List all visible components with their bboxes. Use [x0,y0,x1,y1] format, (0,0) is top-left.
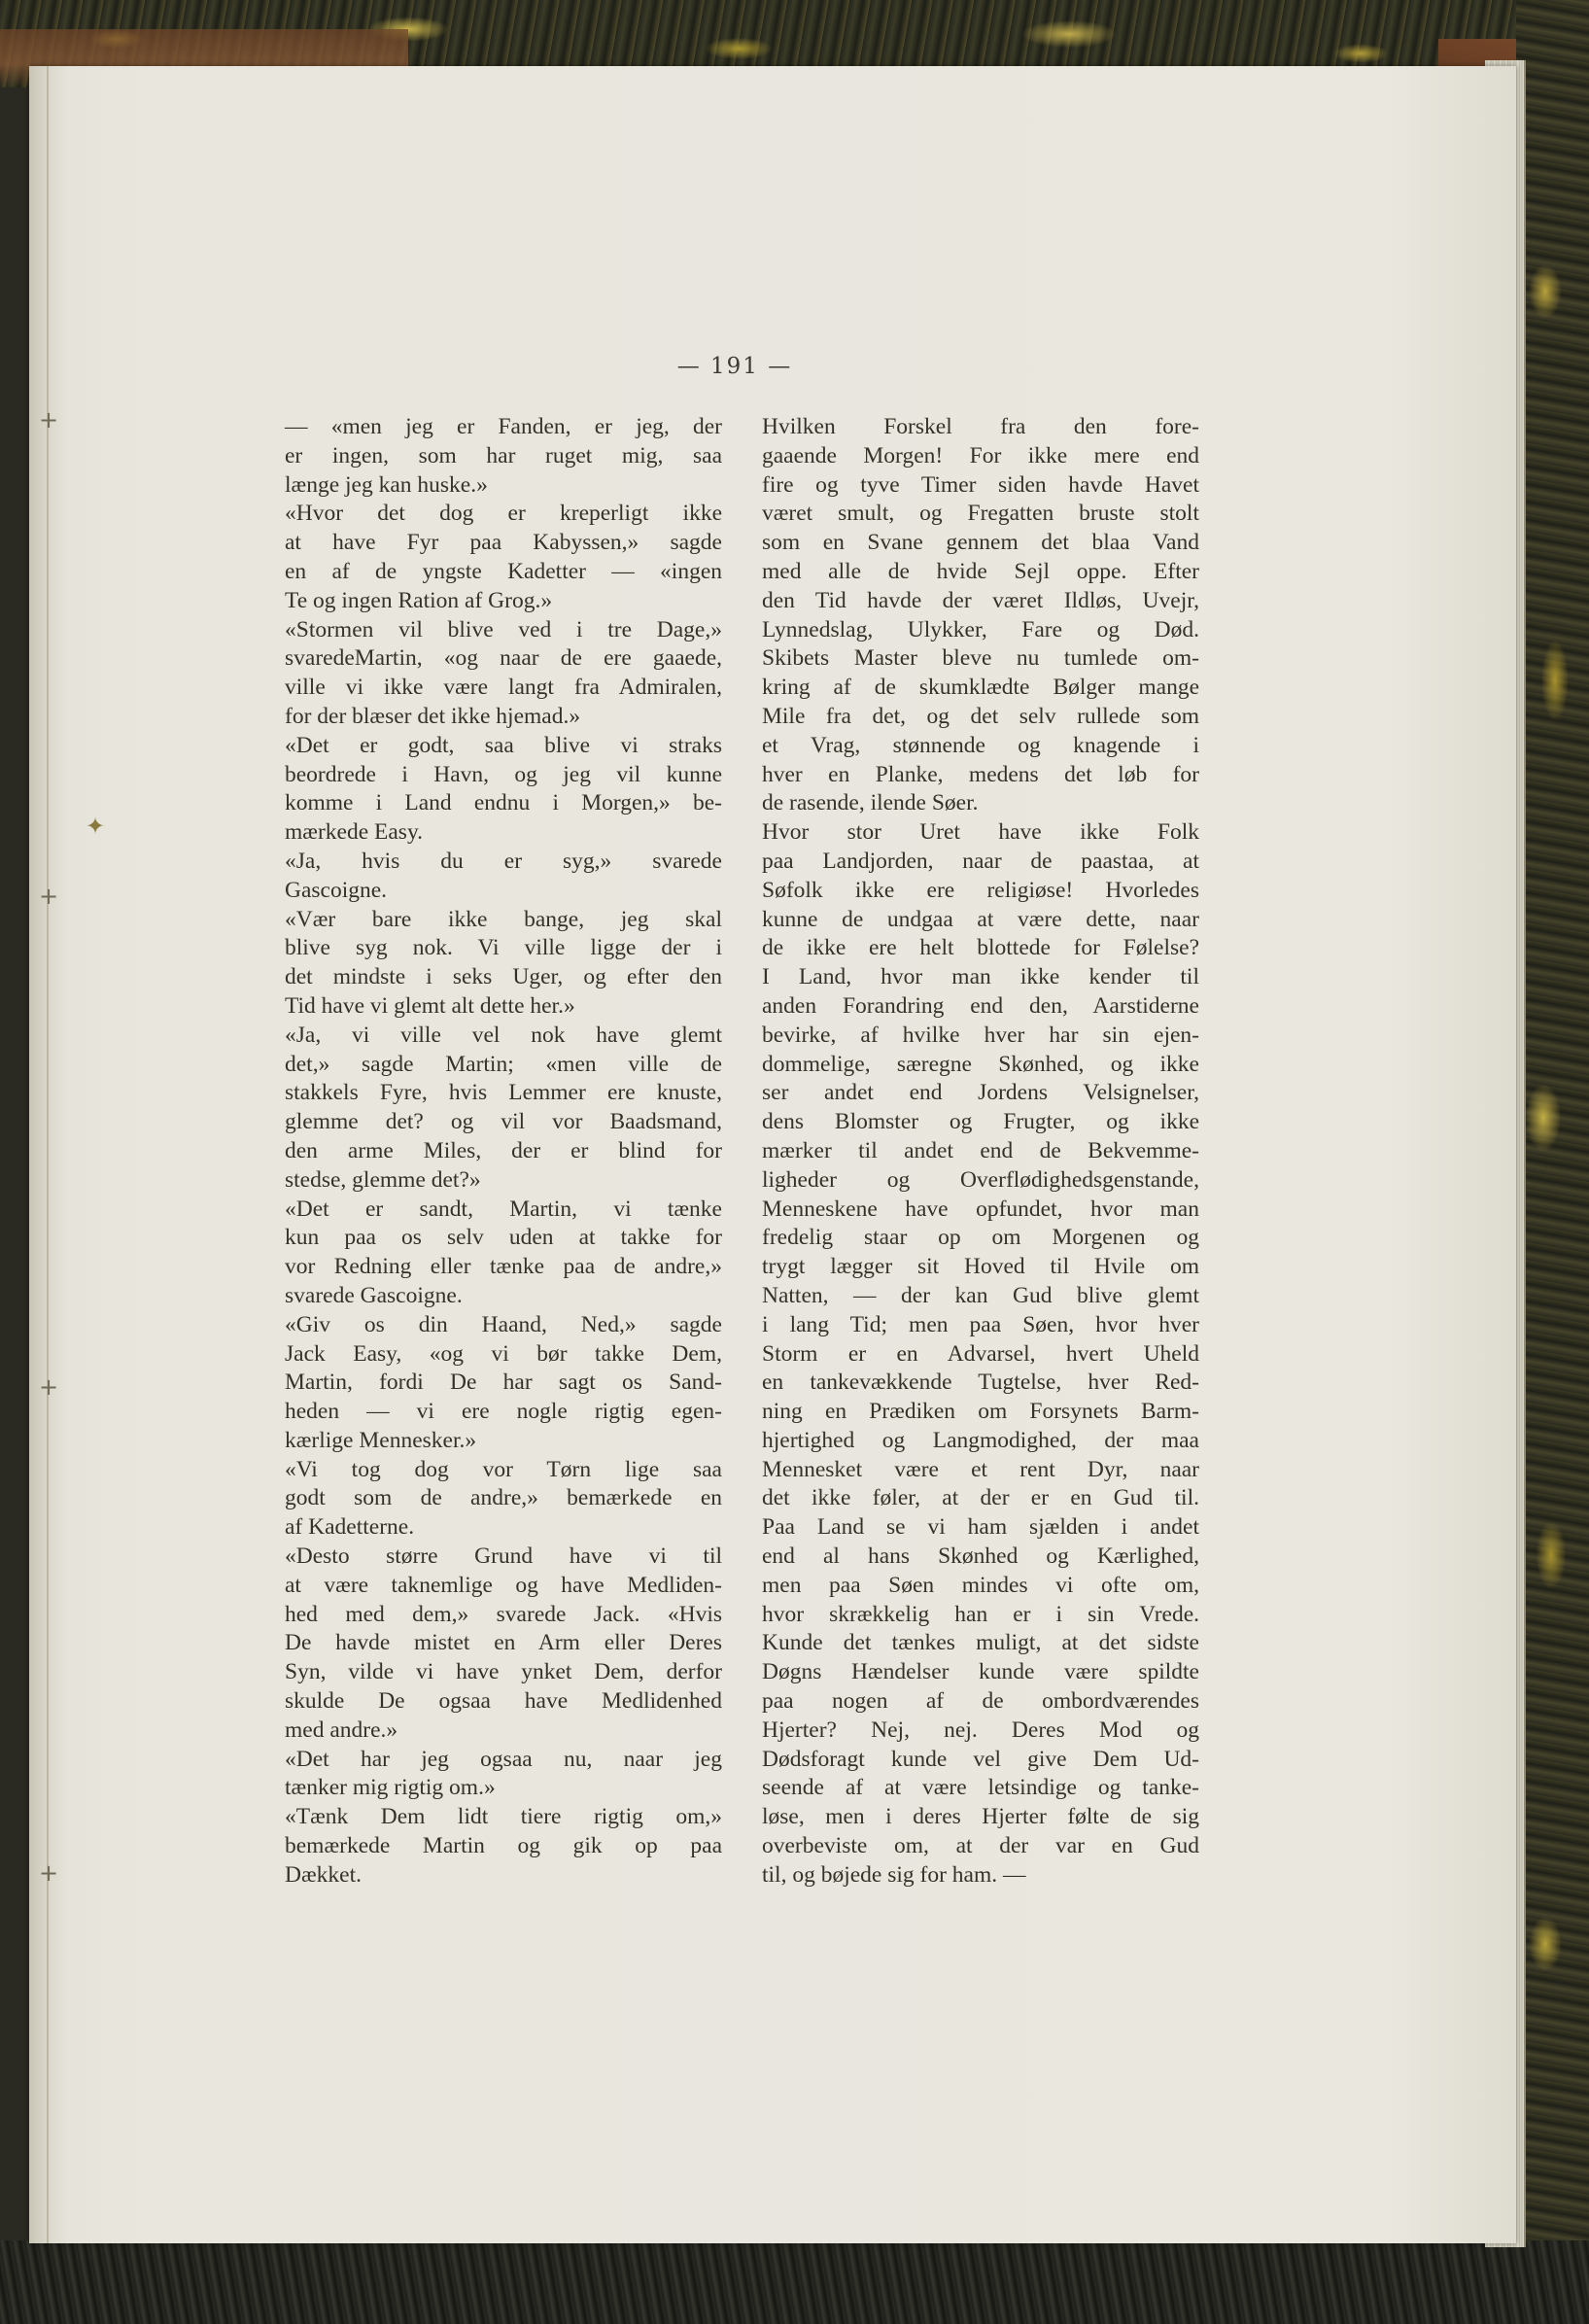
text-line: men paa Søen mindes vi ofte om, [762,1572,1199,1598]
text-line: svarede Gascoigne. [285,1282,463,1308]
text-line: I Land, hvor man ikke kender til [762,964,1199,990]
text-line: den Tid havde der været Ildløs, Uvejr, [762,587,1199,613]
book-cover-right [1516,0,1589,2324]
text-line: glemme det? og vil vor Baadsmand, [285,1109,722,1135]
text-line: Tid have vi glemt alt dette her.» [285,992,575,1019]
text-line: komme i Land endnu i Morgen,» be- [285,790,722,816]
text-line: kring af de skumklædte Bølger mange [762,675,1199,701]
text-line: løse, men i deres Hjerter følte de sig [762,1804,1199,1830]
text-line: bemærkede Martin og gik op paa [285,1833,722,1859]
text-line: fire og tyve Timer siden havde Havet [762,471,1199,498]
text-line: for der blæser det ikke hjemad.» [285,703,581,729]
text-line: mærker til andet end de Bekvemme- [762,1137,1199,1163]
text-line: bevirke, af hvilke hver har sin ejen- [762,1022,1199,1048]
text-line: anden Forandring end den, Aarstiderne [762,992,1199,1019]
text-line: til, og bøjede sig for ham. — [762,1861,1026,1888]
text-line: Skibets Master bleve nu tumlede om- [762,645,1199,672]
text-line: Søfolk ikke ere religiøse! Hvorledes [762,877,1199,903]
text-line: Syn, vilde vi have ynket Dem, derfor [285,1659,722,1685]
text-line: Dødsforagt kunde vel give Dem Ud- [762,1746,1199,1772]
text-line: de ikke ere helt blottede for Følelse? [762,935,1199,961]
text-line: seende af at være letsindige og tanke- [762,1775,1199,1801]
text-line: heden — vi ere nogle rigtig egen- [285,1399,722,1425]
margin-mark: + [39,883,59,910]
margin-mark: + [39,1859,59,1887]
text-line: Te og ingen Ration af Grog.» [285,587,553,613]
text-line: «Vær bare ikke bange, jeg skal [285,906,722,932]
margin-mark: + [39,1373,59,1401]
text-line: fredelig staar op om Morgenen og [762,1225,1199,1251]
text-line: Menneskene have opfundet, hvor man [762,1196,1199,1222]
text-line: Mile fra det, og det selv rullede som [762,703,1199,729]
text-line: vor Redning eller tænke paa de andre,» [285,1254,722,1280]
text-line: dens Blomster og Frugter, og ikke [762,1109,1199,1135]
text-line: De havde mistet en Arm eller Deres [285,1630,722,1656]
text-line: svaredeMartin, «og naar de ere gaaede, [285,645,722,672]
text-line: Hvor stor Uret have ikke Folk [762,819,1199,846]
text-line: trygt lægger sit Hoved til Hvile om [762,1254,1199,1280]
text-line: en af de yngste Kadetter — «ingen [285,558,722,584]
text-line: er ingen, som har ruget mig, saa [285,442,722,468]
right-text-column [762,413,1199,1890]
text-line: hed med dem,» svarede Jack. «Hvis [285,1601,722,1627]
text-line: «Giv os din Haand, Ned,» sagde [285,1311,722,1337]
text-line: stakkels Fyre, hvis Lemmer ere knuste, [285,1080,722,1106]
text-line: «Det er godt, saa blive vi straks [285,732,722,758]
text-line: af Kadetterne. [285,1514,415,1541]
text-line: som en Svane gennem det blaa Vand [762,530,1199,556]
text-line: «Vi tog dog vor Tørn lige saa [285,1456,722,1482]
text-line: godt som de andre,» bemærkede en [285,1485,722,1511]
text-line: paa Landjorden, naar de paastaa, at [762,848,1199,874]
text-line: «Ja, hvis du er syg,» svarede [285,848,722,874]
text-line: «Det er sandt, Martin, vi tænke [285,1196,722,1222]
text-line: en tankevækkende Tugtelse, hver Red- [762,1370,1199,1396]
text-line: at være taknemlige og have Medliden- [285,1572,722,1598]
text-line: i lang Tid; men paa Søen, hvor hver [762,1311,1199,1337]
text-line: hvor skrækkelig han er i sin Vrede. [762,1601,1199,1627]
text-line: kærlige Mennesker.» [285,1427,477,1453]
page-gutter [47,66,49,2243]
text-line: gaaende Morgen! For ikke mere end [762,442,1199,468]
text-line: med alle de hvide Sejl oppe. Efter [762,558,1199,584]
text-line: det mindste i seks Uger, og efter den [285,964,722,990]
book-cover-bottom [0,2240,1589,2324]
text-line: de rasende, ilende Søer. [762,790,979,816]
text-line: stedse, glemme det?» [285,1166,481,1193]
text-line: — «men jeg er Fanden, er jeg, der [285,414,722,439]
text-line: med andre.» [285,1717,398,1743]
text-line: overbeviste om, at der var en Gud [762,1833,1199,1859]
text-line: hver en Planke, medens det løb for [762,761,1199,787]
text-line: blive syg nok. Vi ville ligge der i [285,935,722,961]
margin-mark: ✦ [86,813,106,840]
text-line: «Tænk Dem lidt tiere rigtig om,» [285,1804,722,1830]
text-line: «Stormen vil blive ved i tre Dage,» [285,616,722,642]
text-line: ligheder og Overflødighedsgenstande, [762,1166,1199,1193]
text-line: kunne de undgaa at være dette, naar [762,906,1199,932]
text-line: Kunde det tænkes muligt, at det sidste [762,1630,1199,1656]
text-line: «Hvor det dog er kreperligt ikke [285,501,722,527]
text-line: mærkede Easy. [285,819,424,846]
text-line: Hvilken Forskel fra den fore- [762,414,1199,439]
text-line: Paa Land se vi ham sjælden i andet [762,1514,1199,1541]
text-line: Natten, — der kan Gud blive glemt [762,1282,1199,1308]
text-line: den arme Miles, der er blind for [285,1137,722,1163]
text-line: Jack Easy, «og vi bør takke Dem, [285,1340,722,1367]
margin-mark: + [39,406,59,434]
text-line: Mennesket være et rent Dyr, naar [762,1456,1199,1482]
text-line: dommelige, særegne Skønhed, og ikke [762,1051,1199,1077]
text-line: ville vi ikke være langt fra Admiralen, [285,675,722,701]
text-line: Dækket. [285,1861,362,1888]
text-line: «Desto større Grund have vi til [285,1544,722,1570]
text-line: været smult, og Fregatten bruste stolt [762,501,1199,527]
text-line: det,» sagde Martin; «men ville de [285,1051,722,1077]
left-text-column [285,413,722,1890]
text-line: «Ja, vi ville vel nok have glemt [285,1022,722,1048]
text-line: Storm er en Advarsel, hvert Uheld [762,1340,1199,1367]
text-line: beordrede i Havn, og jeg vil kunne [285,761,722,787]
text-line: et Vrag, stønnende og knagende i [762,732,1199,758]
page-number: — 191 — [676,354,793,379]
text-line: tænker mig rigtig om.» [285,1775,496,1801]
text-line: «Det har jeg ogsaa nu, naar jeg [285,1746,722,1772]
text-line: paa nogen af de ombordværendes [762,1688,1199,1715]
text-line: hjertighed og Langmodighed, der maa [762,1427,1199,1453]
text-line: ser andet end Jordens Velsignelser, [762,1080,1199,1106]
text-line: end al hans Skønhed og Kærlighed, [762,1544,1199,1570]
text-line: at have Fyr paa Kabyssen,» sagde [285,530,722,556]
text-line: Gascoigne. [285,877,388,903]
text-line: Hjerter? Nej, nej. Deres Mod og [762,1717,1199,1743]
text-line: Lynnedslag, Ulykker, Fare og Død. [762,616,1199,642]
text-line: kun paa os selv uden at takke for [285,1225,722,1251]
text-line: længe jeg kan huske.» [285,471,488,498]
text-line: ning en Prædiken om Forsynets Barm- [762,1399,1199,1425]
text-line: Martin, fordi De har sagt os Sand- [285,1370,722,1396]
text-line: skulde De ogsaa have Medlidenhed [285,1688,722,1715]
text-line: Døgns Hændelser kunde være spildte [762,1659,1199,1685]
text-line: det ikke føler, at der er en Gud til. [762,1485,1199,1511]
